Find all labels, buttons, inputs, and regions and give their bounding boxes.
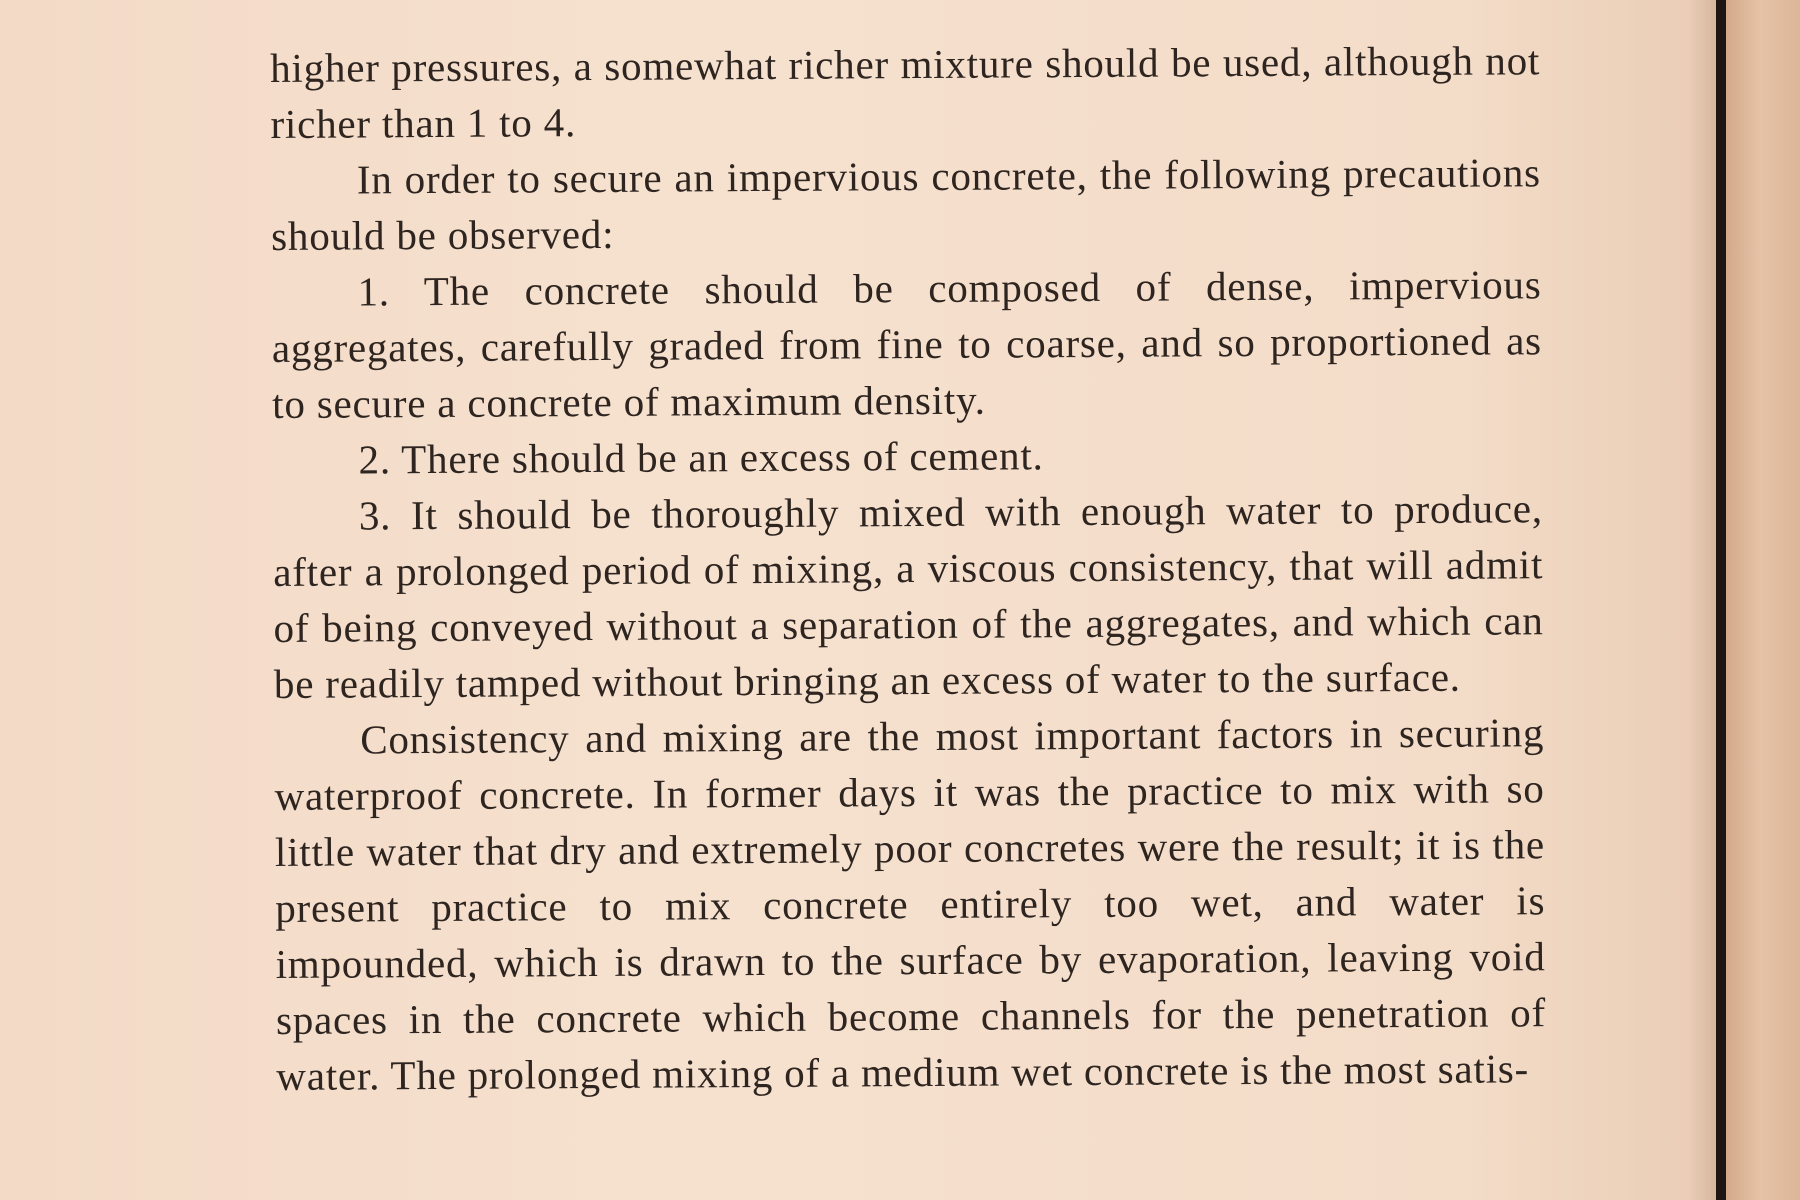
book-spine-edge (1716, 0, 1726, 1200)
adjacent-page-edge (1726, 0, 1800, 1200)
precaution-item-1: 1. The concrete should be composed of dense, impervious aggregates, carefully graded from fine to coarse, and so proportioned as to secure a concrete of maximum density. (271, 261, 1542, 427)
precaution-item-2: 2. There should be an excess of cement. (358, 432, 1044, 483)
page-text-block (270, 32, 1546, 1104)
paragraph-continuation: higher pressures, a somewhat richer mixture should be used, although not richer than 1 to 4. (270, 37, 1541, 147)
paragraph-consistency: Consistency and mixing are the most important factors in securing waterproof concrete. In former days it was the practice to mix with so little water that dry and extremely poor concretes were the result; it is the present practice to mix concrete entirely too wet, and water is impounded, which is drawn to the surface by evaporation, leaving void spaces in the concrete which become channels for the penetration of water. The prolonged mixing of a medium wet concrete is the most satis- (274, 709, 1547, 1099)
paragraph-precautions-intro: In order to secure an impervious concrete, the following precautions should be observed: (271, 149, 1541, 259)
precaution-item-3: 3. It should be thoroughly mixed with enough water to produce, after a prolonged period of mixing, a viscous consistency, that will admit of being conveyed without a separation of the aggregates, and which can be readily tamped without bringing an excess of water to the surface. (273, 485, 1544, 707)
